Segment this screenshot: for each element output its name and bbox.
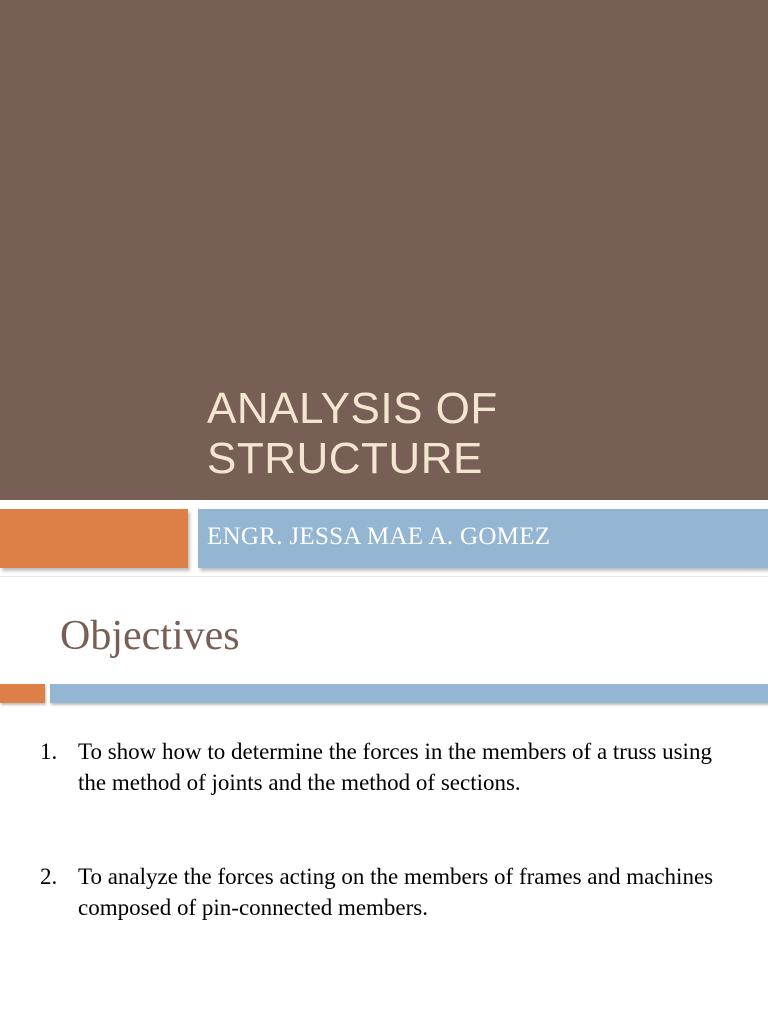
objectives-list	[40, 736, 740, 986]
list-item	[40, 861, 740, 923]
slide-subtitle: ENGR. JESSA MAE A. GOMEZ	[207, 523, 551, 550]
title-line-2: STRUCTURE	[207, 434, 483, 483]
objectives-heading: Objectives	[60, 613, 240, 659]
orange-accent-bar	[0, 509, 188, 568]
list-item	[40, 736, 740, 798]
list-item-number: 2.	[40, 864, 58, 889]
list-item-text: To show how to determine the forces in the members of a truss using the method of joints and the method of sections.	[78, 739, 712, 795]
title-line-1: ANALYSIS OF	[207, 384, 498, 433]
slide-title	[207, 384, 747, 484]
orange-accent-strip	[0, 684, 45, 703]
list-item-number: 1.	[40, 739, 58, 764]
blue-accent-strip	[50, 684, 768, 703]
list-item-text: To analyze the forces acting on the members of frames and machines composed of pin-connected members.	[78, 864, 714, 920]
slide-divider	[0, 576, 768, 577]
